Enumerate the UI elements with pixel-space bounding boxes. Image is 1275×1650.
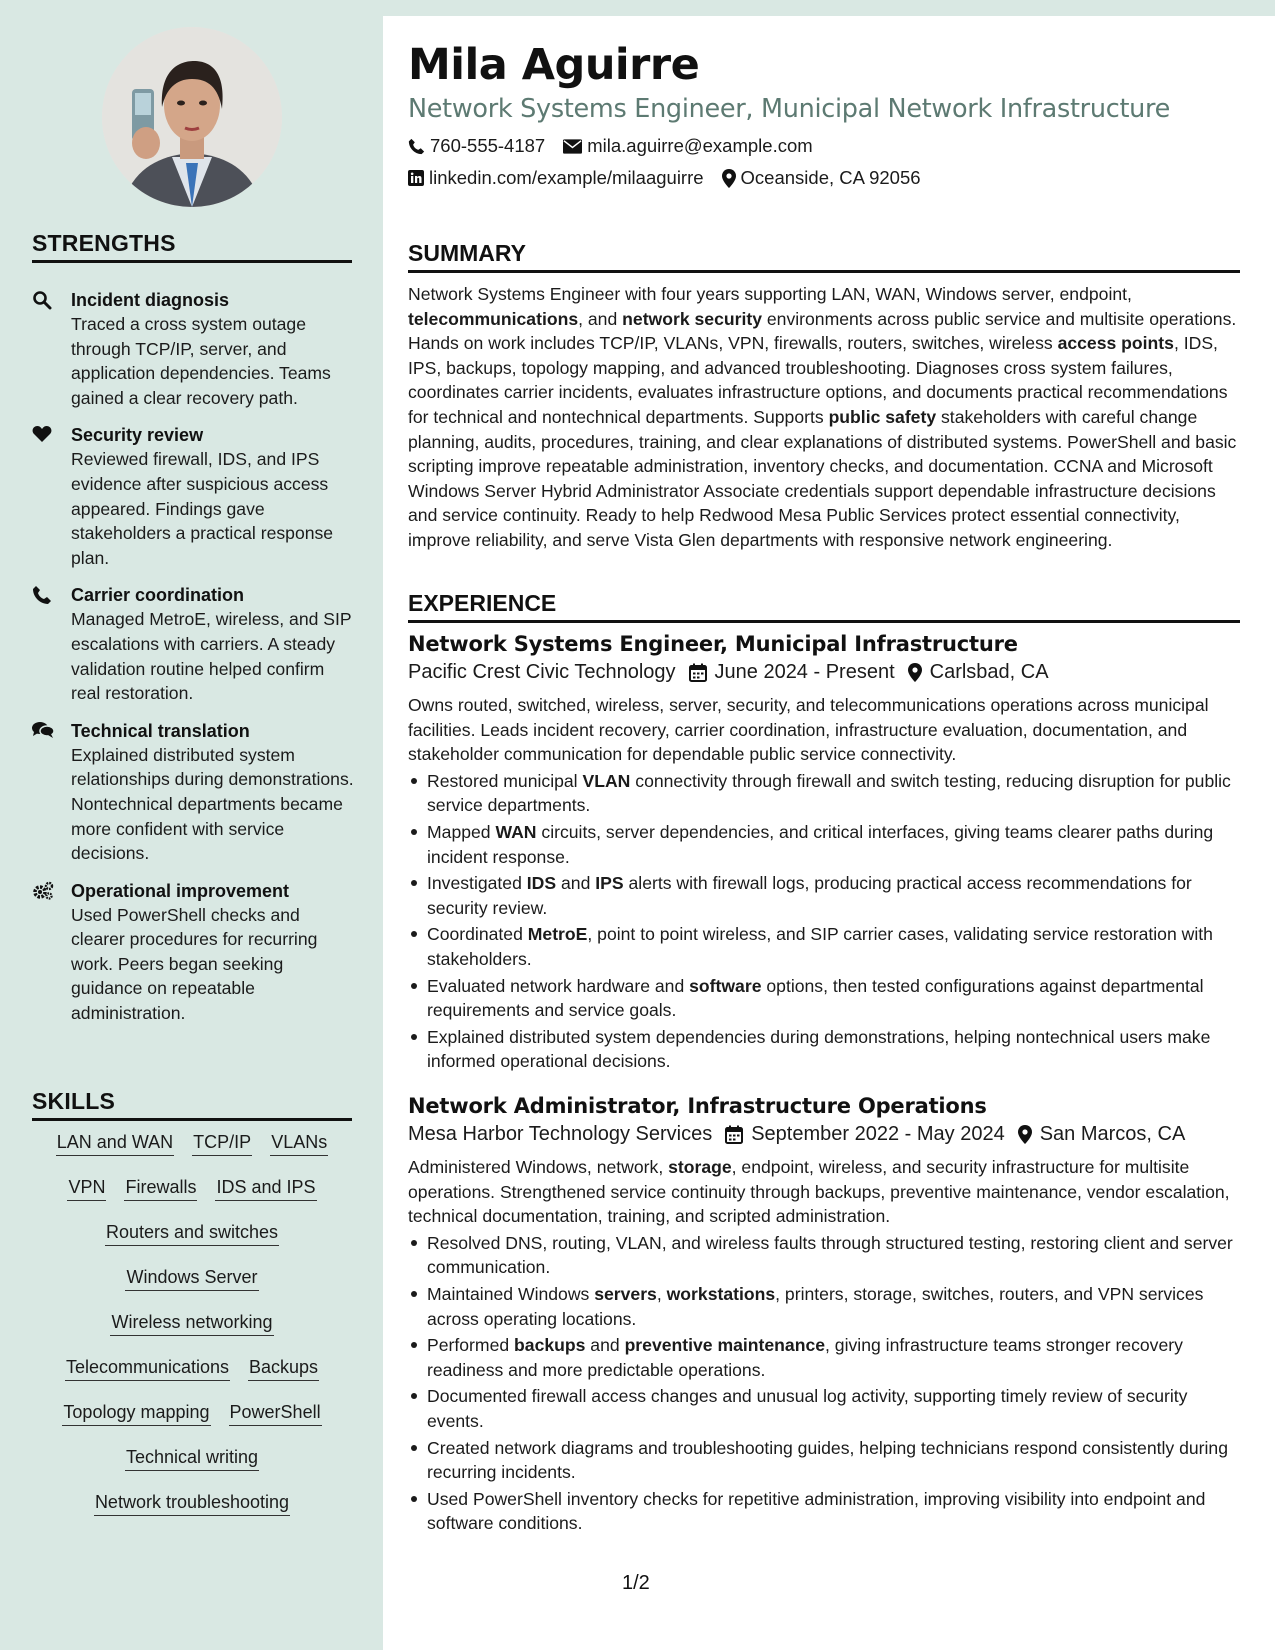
text-run: Evaluated network hardware and bbox=[427, 975, 690, 996]
job-location-text: Carlsbad, CA bbox=[929, 661, 1049, 683]
job-title: Network Systems Engineer, Municipal Infrastructure bbox=[408, 632, 1018, 656]
job-bullets bbox=[408, 769, 1240, 1074]
skill-tag: Windows Server bbox=[125, 1267, 258, 1291]
skill-row bbox=[32, 1132, 352, 1177]
strength-text: Reviewed firewall, IDS, and IPS evidence after suspicious access appeared. Findings gave stakeholders a practical response plan. bbox=[71, 449, 334, 568]
bullet-item bbox=[408, 1231, 1240, 1280]
strengths-heading: STRENGTHS bbox=[32, 230, 352, 263]
bold-keyword: IPS bbox=[595, 873, 624, 894]
skill-row bbox=[32, 1492, 352, 1537]
skill-row bbox=[32, 1402, 352, 1447]
bold-keyword: software bbox=[689, 975, 762, 996]
skills-heading: SKILLS bbox=[32, 1088, 352, 1121]
job-location-text: San Marcos, CA bbox=[1039, 1123, 1186, 1145]
skill-row bbox=[32, 1312, 352, 1357]
skill-tag: VLANs bbox=[270, 1132, 328, 1156]
bullet-item bbox=[408, 871, 1240, 920]
skill-tag: TCP/IP bbox=[192, 1132, 252, 1156]
contact-phone bbox=[408, 135, 545, 157]
bold-keyword: backups bbox=[514, 1335, 586, 1356]
bullet-item bbox=[408, 820, 1240, 869]
job-title: Network Administrator, Infrastructure Operations bbox=[408, 1094, 987, 1118]
envelope-icon bbox=[563, 139, 582, 154]
phone-icon bbox=[408, 138, 425, 155]
linkedin-text[interactable]: linkedin.com/example/milaaguirre bbox=[429, 167, 704, 188]
skill-row bbox=[32, 1447, 352, 1492]
comments-icon bbox=[32, 721, 54, 741]
strength-item bbox=[32, 879, 358, 1026]
candidate-name: Mila Aguirre bbox=[408, 40, 700, 90]
calendar-icon bbox=[689, 663, 707, 682]
text-run: Performed bbox=[427, 1335, 515, 1356]
bold-keyword: MetroE bbox=[527, 924, 588, 945]
text-run: Coordinated bbox=[427, 924, 528, 945]
job-dates bbox=[689, 661, 895, 684]
bullet-item bbox=[408, 1333, 1240, 1382]
strength-item bbox=[32, 583, 358, 705]
page-number: 1/2 bbox=[622, 1572, 650, 1594]
skill-tag: Firewalls bbox=[124, 1177, 197, 1201]
bullet-item bbox=[408, 1436, 1240, 1485]
text-run: alerts with firewall logs, producing practical access recommendations for security review. bbox=[427, 873, 1192, 918]
job-dates-text: June 2024 - Present bbox=[714, 661, 895, 683]
strength-text: Used PowerShell checks and clearer procedures for recurring work. Peers began seeking guidance on repeatable administration. bbox=[71, 904, 318, 1024]
text-run: , point to point wireless, and SIP carrier cases, validating service restoration with stakeholders. bbox=[427, 924, 1213, 969]
cogs-icon bbox=[32, 881, 54, 901]
bullet-item bbox=[408, 974, 1240, 1023]
text-run: , IDS, IPS, backups, topology mapping, and advanced troubleshooting. Diagnoses cross system failures, coordinates carrier incidents, evaluates infrastructure options, and documents practical recommendations for technical and nontechnical departments. Supports bbox=[408, 333, 1228, 427]
skill-tag: IDS and IPS bbox=[215, 1177, 316, 1201]
strength-text: Managed MetroE, wireless, and SIP escalations with carriers. A steady validation routine helped confirm real restoration. bbox=[71, 609, 352, 704]
text-run: , and bbox=[578, 308, 623, 329]
text-run: Mapped bbox=[427, 821, 496, 842]
text-run: connectivity through firewall and switch testing, reducing disruption for public service departments. bbox=[427, 770, 1231, 816]
job-location bbox=[1018, 1123, 1186, 1146]
strength-title: Technical translation bbox=[71, 720, 250, 741]
skill-row bbox=[32, 1222, 352, 1267]
bold-keyword: storage bbox=[668, 1157, 732, 1177]
bullet-item bbox=[408, 1487, 1240, 1536]
skill-tag: Topology mapping bbox=[62, 1402, 210, 1426]
contact-row-1 bbox=[408, 134, 831, 158]
bold-keyword: IDS bbox=[526, 873, 557, 894]
skill-row bbox=[32, 1357, 352, 1402]
calendar-icon bbox=[725, 1125, 743, 1144]
strength-item bbox=[32, 288, 358, 410]
bullet-item bbox=[408, 1384, 1240, 1433]
text-run: Used PowerShell inventory checks for repetitive administration, improving visibility into endpoint and software conditions. bbox=[427, 1488, 1206, 1534]
skill-tag: Technical writing bbox=[125, 1447, 259, 1471]
job-company: Pacific Crest Civic Technology bbox=[408, 661, 676, 683]
text-run: Created network diagrams and troubleshooting guides, helping technicians respond consistently during recurring incidents. bbox=[427, 1437, 1229, 1483]
text-run: Network Systems Engineer with four years supporting LAN, WAN, Windows server, endpoint, bbox=[408, 284, 1132, 304]
search-icon bbox=[32, 290, 54, 310]
job-dates-text: September 2022 - May 2024 bbox=[751, 1123, 1005, 1145]
text-run: Maintained Windows bbox=[427, 1283, 595, 1304]
text-run: environments across public service and multisite operations. Hands on work includes TCP/IP, VLANs, VPN, firewalls, routers, switches, wireless bbox=[408, 308, 1237, 354]
skill-tag: Telecommunications bbox=[65, 1357, 230, 1381]
bullet-item bbox=[408, 1025, 1240, 1074]
map-pin-icon bbox=[1018, 1125, 1032, 1144]
contact-linkedin[interactable] bbox=[408, 167, 704, 189]
job-dates bbox=[725, 1123, 1005, 1146]
text-run: Resolved DNS, routing, VLAN, and wireless faults through structured testing, restoring client and server communication. bbox=[427, 1232, 1233, 1278]
bold-keyword: access points bbox=[1057, 333, 1174, 354]
sidebar bbox=[0, 0, 383, 1650]
job-description: Owns routed, switched, wireless, server, security, and telecommunications operations across municipal facilities. Leads incident recovery, carrier coordination, infrastructure evaluation, documentation, and stakeholder communication for dependable public service connectivity. bbox=[408, 695, 1209, 765]
job-description bbox=[408, 1155, 1240, 1229]
text-run: stakeholders with careful change planning, audits, procedures, training, and clear explanations of distributed systems. PowerShell and basic scripting improve repeatable administration, inventory checks, and documentation. CCNA and Microsoft Windows Server Hybrid Administrator Associate credentials support dependable infrastructure decisions and service continuity. Ready to help Redwood Mesa Public Services protect essential connectivity, improve reliability, and serve Vista Glen departments with responsive network engineering. bbox=[408, 406, 1237, 550]
job-entry bbox=[408, 632, 1240, 1076]
text-run: Investigated bbox=[427, 873, 527, 894]
experience-heading: EXPERIENCE bbox=[408, 590, 1240, 623]
text-run: Documented firewall access changes and unusual log activity, supporting timely review of security events. bbox=[427, 1386, 1188, 1431]
job-bullets bbox=[408, 1231, 1240, 1536]
bold-keyword: public safety bbox=[828, 406, 937, 427]
job-entry bbox=[408, 1094, 1240, 1538]
bold-keyword: telecommunications bbox=[408, 308, 579, 329]
text-run: circuits, server dependencies, and critical interfaces, giving teams clearer paths during incident response. bbox=[427, 821, 1214, 867]
strength-title: Incident diagnosis bbox=[71, 290, 230, 310]
strength-item bbox=[32, 423, 358, 570]
summary-heading: SUMMARY bbox=[408, 240, 1240, 273]
summary-text bbox=[408, 282, 1240, 553]
job-meta bbox=[408, 661, 1240, 684]
skill-tag: VPN bbox=[67, 1177, 106, 1201]
contact-location bbox=[722, 167, 921, 189]
phone-text: 760-555-4187 bbox=[430, 135, 546, 156]
job-meta bbox=[408, 1123, 1240, 1146]
strength-title: Security review bbox=[71, 425, 204, 446]
bold-keyword: WAN bbox=[495, 821, 537, 842]
map-pin-icon bbox=[908, 663, 922, 682]
skill-row bbox=[32, 1177, 352, 1222]
skill-tag: LAN and WAN bbox=[56, 1132, 174, 1156]
bold-keyword: network security bbox=[622, 308, 762, 329]
skill-tag: Routers and switches bbox=[105, 1222, 279, 1246]
bold-keyword: workstations bbox=[666, 1283, 776, 1304]
bold-keyword: servers bbox=[594, 1283, 657, 1304]
bullet-item bbox=[408, 922, 1240, 971]
bold-keyword: preventive maintenance bbox=[624, 1335, 826, 1356]
text-run: Administered Windows, network, bbox=[408, 1157, 669, 1177]
strengths-list bbox=[32, 288, 358, 1039]
skill-tag: Backups bbox=[248, 1357, 319, 1381]
strength-title: Carrier coordination bbox=[71, 585, 245, 606]
linkedin-icon bbox=[408, 170, 424, 186]
bold-keyword: VLAN bbox=[582, 770, 631, 791]
strength-text: Explained distributed system relationships during demonstrations. Nontechnical departments became more confident with service decisions. bbox=[71, 744, 354, 864]
heart-icon bbox=[32, 425, 54, 445]
skill-tag: Network troubleshooting bbox=[94, 1492, 290, 1516]
text-run: Explained distributed system dependencies during demonstrations, helping nontechnical users make informed operational decisions. bbox=[427, 1026, 1211, 1072]
text-run: , giving infrastructure teams stronger recovery readiness and more predictable operations. bbox=[427, 1335, 1183, 1380]
text-run: , endpoint, wireless, and security infrastructure for multisite operations. Strengthened service continuity through backups, preventive maintenance, vendor escalation, technical documentation, training, and scripted administration. bbox=[408, 1157, 1230, 1227]
strength-title: Operational improvement bbox=[71, 880, 290, 901]
job-company: Mesa Harbor Technology Services bbox=[408, 1123, 713, 1145]
text-run: , printers, storage, switches, routers, and VPN services across operating locations. bbox=[427, 1283, 1204, 1329]
profile-photo bbox=[102, 27, 282, 207]
phone-icon bbox=[32, 585, 54, 605]
email-text[interactable]: mila.aguirre@example.com bbox=[587, 135, 813, 156]
bullet-item bbox=[408, 769, 1240, 818]
skill-tag: Wireless networking bbox=[110, 1312, 273, 1336]
job-location bbox=[908, 661, 1049, 684]
strength-item bbox=[32, 719, 358, 866]
contact-email[interactable] bbox=[563, 135, 812, 157]
text-run: and bbox=[556, 873, 596, 894]
text-run: and bbox=[585, 1335, 625, 1356]
text-run: Restored municipal bbox=[427, 770, 583, 791]
location-text: Oceanside, CA 92056 bbox=[740, 167, 921, 188]
skills-list bbox=[32, 1132, 352, 1537]
contact-row-2 bbox=[408, 166, 939, 190]
bullet-item bbox=[408, 1282, 1240, 1331]
text-run: options, then tested configurations against departmental requirements and service goals. bbox=[427, 975, 1204, 1021]
candidate-headline: Network Systems Engineer, Municipal Network Infrastructure bbox=[408, 94, 1171, 124]
map-pin-icon bbox=[722, 169, 736, 188]
strength-text: Traced a cross system outage through TCP/IP, server, and application dependencies. Teams gained a clear recovery path. bbox=[71, 314, 331, 408]
skill-row bbox=[32, 1267, 352, 1312]
text-run: , bbox=[656, 1283, 667, 1304]
skill-tag: PowerShell bbox=[229, 1402, 322, 1426]
